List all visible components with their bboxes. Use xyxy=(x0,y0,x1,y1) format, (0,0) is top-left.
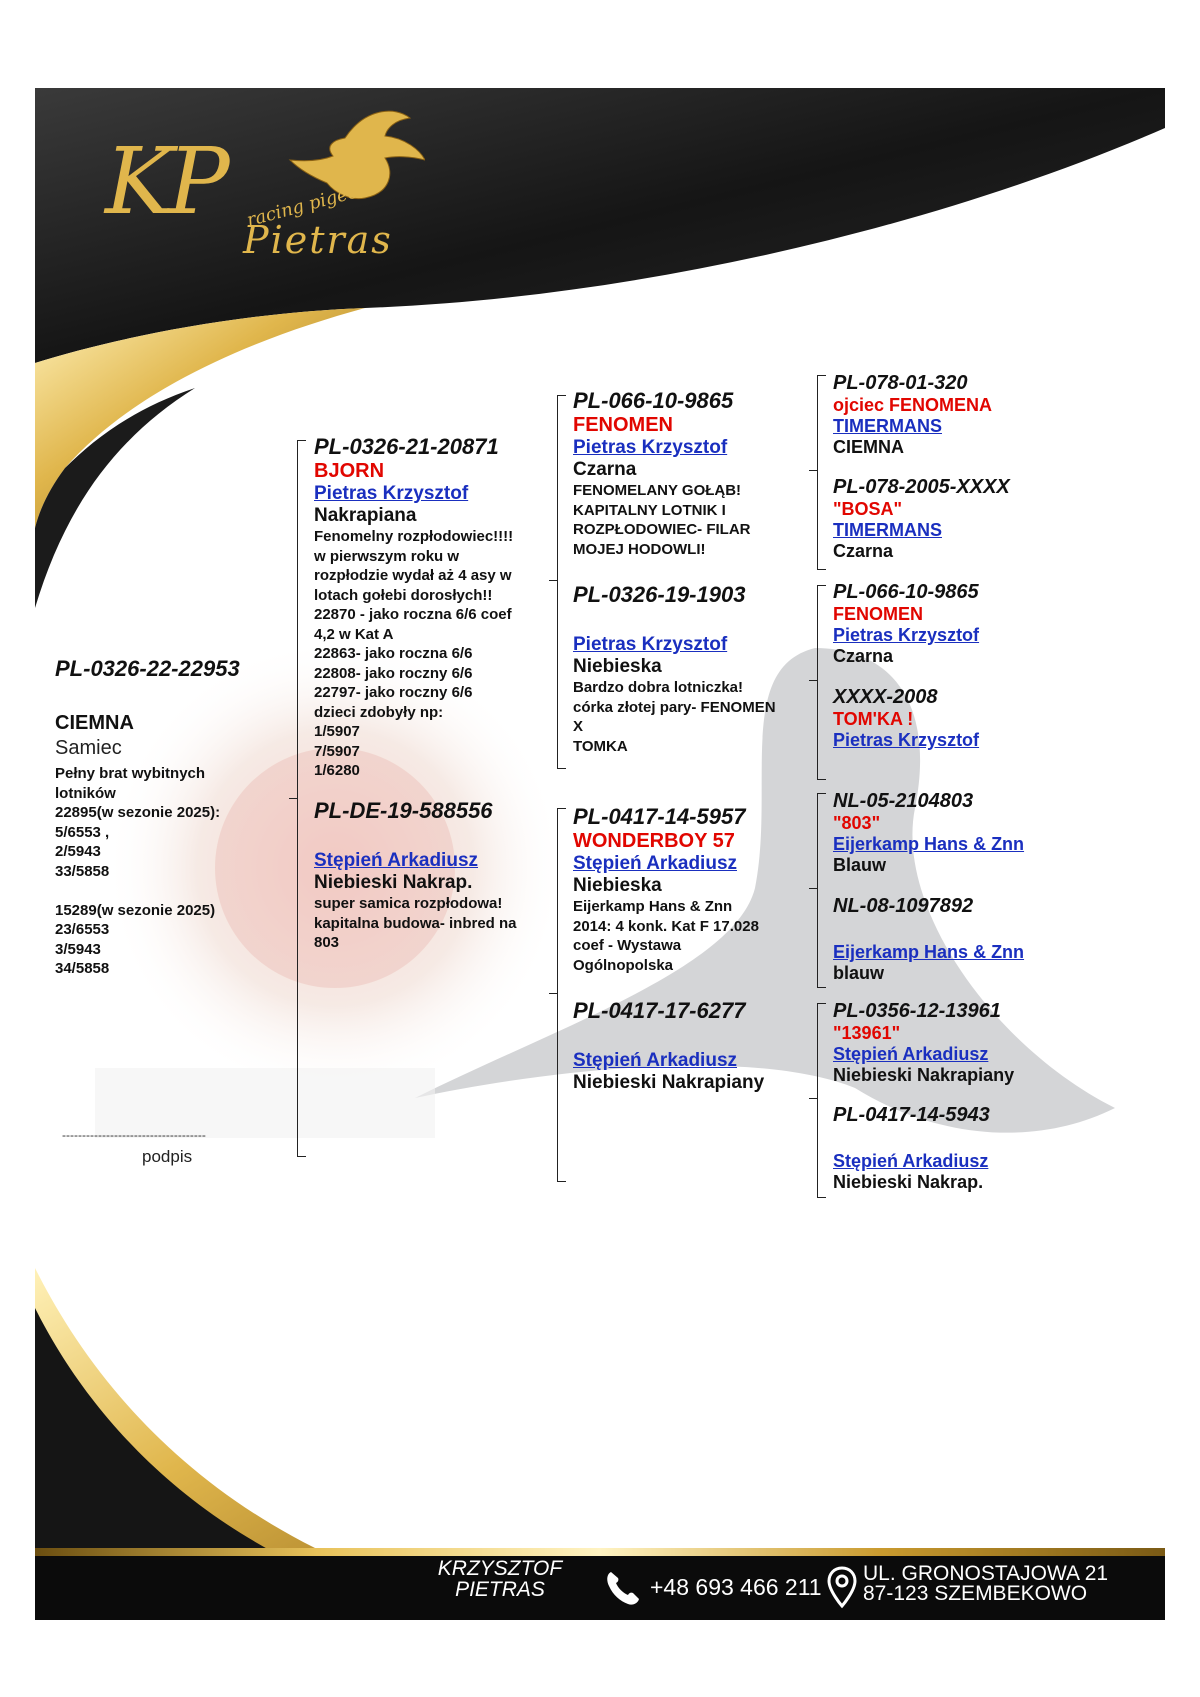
bracket-gen1-tick xyxy=(289,798,297,799)
ffm-ring: PL-078-2005-XXXX xyxy=(833,476,1010,498)
mf-color: Niebieska xyxy=(573,875,662,896)
footer-owner-last: PIETRAS xyxy=(455,1578,545,1601)
bracket-gen3-1 xyxy=(817,375,826,570)
ff-breeder-link[interactable]: Pietras Krzysztof xyxy=(573,437,728,458)
bracket-gen3-2 xyxy=(817,585,826,780)
brand-name: Pietras xyxy=(243,218,393,262)
mfm-ring: NL-08-1097892 xyxy=(833,895,974,917)
mmm-ring: PL-0417-14-5943 xyxy=(833,1104,990,1126)
father-pigeon xyxy=(314,434,554,781)
fm-description: Bardzo dobra lotniczka! córka złotej pary- FENOMEN X TOMKA xyxy=(573,679,776,755)
mff-color: Blauw xyxy=(833,855,887,875)
bracket-gen1 xyxy=(297,440,306,1157)
ggp-fmf xyxy=(833,581,1073,667)
footer-phone[interactable]: +48 693 466 211 xyxy=(650,1574,822,1600)
main-name: CIEMNA xyxy=(55,712,134,734)
mother-pigeon xyxy=(314,798,554,953)
mother-breeder-link[interactable]: Stępień Arkadiusz xyxy=(314,850,479,871)
fff-name: ojciec FENOMENA xyxy=(833,395,993,415)
main-description: Pełny brat wybitnych lotników 22895(w sezonie 2025): 5/6553 , 2/5943 33/5858 15289(w sezonie 2025) 23/6553 3/5943 34/5858 xyxy=(55,765,221,977)
bracket-gen3-4 xyxy=(817,1003,826,1198)
fff-ring: PL-078-01-320 xyxy=(833,372,968,394)
footer-address xyxy=(863,1564,1108,1604)
footer xyxy=(35,1556,1165,1620)
father-description: Fenomelny rozpłodowiec!!!! w pierwszym roku w rozpłodzie wydał aż 4 asy w lotach gołebi dorosłych!! 22870 - jako roczna 6/6 coef 4,2 w Kat A 22863- jako roczna 6/6 22808- jako roczny 6/6 22797- jako roczny 6/6 dzieci zdobyły np: 1/5907 7/5907 1/6280 xyxy=(314,528,514,779)
signature-line: ------------------------------------ xyxy=(62,1128,206,1142)
ggp-mmm xyxy=(833,1104,1073,1193)
mff-name: "803" xyxy=(833,813,881,833)
mm-color: Niebieski Nakrapiany xyxy=(573,1072,765,1093)
fm-breeder-link[interactable]: Pietras Krzysztof xyxy=(573,634,728,655)
footer-address-line2: 87-123 SZEMBEKOWO xyxy=(863,1582,1088,1605)
footer-owner-first: KRZYSZTOF xyxy=(437,1557,563,1580)
fm-ring: PL-0326-19-1903 xyxy=(573,582,746,607)
mmf-color: Niebieski Nakrapiany xyxy=(833,1065,1015,1085)
fmm-name: TOM'KA ! xyxy=(833,709,914,729)
father-breeder-link[interactable]: Pietras Krzysztof xyxy=(314,483,469,504)
brand-logo xyxy=(95,98,425,268)
ggp-mfm xyxy=(833,895,1073,984)
phone-icon xyxy=(603,1568,643,1608)
signature-label: podpis xyxy=(142,1147,193,1166)
mother-description: super samica rozpłodowa! kapitalna budowa- inbred na 803 xyxy=(314,895,517,951)
ff-ring: PL-066-10-9865 xyxy=(573,388,734,413)
fff-breeder-link[interactable]: TIMERMANS xyxy=(833,416,942,436)
mm-breeder-link[interactable]: Stępień Arkadiusz xyxy=(573,1050,738,1071)
mother-ring: PL-DE-19-588556 xyxy=(314,798,493,823)
fm-color: Niebieska xyxy=(573,656,662,677)
father-name: BJORN xyxy=(314,460,385,482)
mmf-ring: PL-0356-12-13961 xyxy=(833,1000,1001,1022)
grandmother-maternal xyxy=(573,998,813,1094)
ggp-fmm xyxy=(833,686,1073,751)
father-color: Nakrapiana xyxy=(314,505,417,526)
fmf-breeder-link[interactable]: Pietras Krzysztof xyxy=(833,625,980,645)
ff-name: FENOMEN xyxy=(573,414,673,436)
mff-breeder-link[interactable]: Eijerkamp Hans & Znn xyxy=(833,834,1025,854)
location-pin-icon xyxy=(827,1566,857,1610)
ggp-ffm xyxy=(833,476,1073,562)
ffm-color: Czarna xyxy=(833,541,894,561)
mmm-breeder-link[interactable]: Stępień Arkadiusz xyxy=(833,1151,989,1171)
bracket-gen3-4-tick xyxy=(809,1098,817,1099)
mff-ring: NL-05-2104803 xyxy=(833,790,974,812)
ff-color: Czarna xyxy=(573,459,637,480)
footer-address-line1: UL. GRONOSTAJOWA 21 xyxy=(863,1562,1109,1585)
ggp-mmf xyxy=(833,1000,1073,1086)
mmf-breeder-link[interactable]: Stępień Arkadiusz xyxy=(833,1044,989,1064)
ffm-name: "BOSA" xyxy=(833,499,903,519)
mfm-breeder-link[interactable]: Eijerkamp Hans & Znn xyxy=(833,942,1025,962)
main-pigeon xyxy=(55,656,290,979)
fmm-breeder-link[interactable]: Pietras Krzysztof xyxy=(833,730,980,750)
father-ring: PL-0326-21-20871 xyxy=(314,434,499,459)
mf-name: WONDERBOY 57 xyxy=(573,830,735,852)
mmf-name: "13961" xyxy=(833,1023,901,1043)
fmm-ring: XXXX-2008 xyxy=(833,686,938,708)
ggp-mff xyxy=(833,790,1073,876)
brand-monogram: KP xyxy=(105,128,224,235)
grandfather-paternal xyxy=(573,388,813,559)
main-ring: PL-0326-22-22953 xyxy=(55,656,240,681)
ffm-breeder-link[interactable]: TIMERMANS xyxy=(833,520,942,540)
footer-owner xyxy=(415,1558,585,1600)
bracket-gen2-father xyxy=(557,395,566,769)
brand-tagline: racing pigeons xyxy=(244,175,381,232)
grandmother-paternal xyxy=(573,582,813,756)
fmf-color: Czarna xyxy=(833,646,894,666)
fmf-name: FENOMEN xyxy=(833,604,923,624)
fmf-ring: PL-066-10-9865 xyxy=(833,581,979,603)
main-sex: Samiec xyxy=(55,737,122,759)
mfm-color: blauw xyxy=(833,963,885,983)
bracket-gen2-mother xyxy=(557,808,566,1182)
mother-color: Niebieski Nakrap. xyxy=(314,872,473,893)
bracket-gen3-3 xyxy=(817,793,826,988)
mf-ring: PL-0417-14-5957 xyxy=(573,804,746,829)
mf-description: Eijerkamp Hans & Znn 2014: 4 konk. Kat F 17.028 coef - Wystawa Ogólnopolska xyxy=(573,898,759,974)
ggp-fff xyxy=(833,372,1073,458)
grandfather-maternal xyxy=(573,804,813,975)
bracket-gen2-mother-tick xyxy=(549,993,557,994)
mmm-color: Niebieski Nakrap. xyxy=(833,1172,984,1192)
ff-description: FENOMELANY GOŁĄB! KAPITALNY LOTNIK I ROZPŁODOWIEC- FILAR MOJEJ HODOWLI! xyxy=(573,482,751,558)
fff-color: CIEMNA xyxy=(833,437,904,457)
mm-ring: PL-0417-17-6277 xyxy=(573,998,746,1023)
mf-breeder-link[interactable]: Stępień Arkadiusz xyxy=(573,853,738,874)
